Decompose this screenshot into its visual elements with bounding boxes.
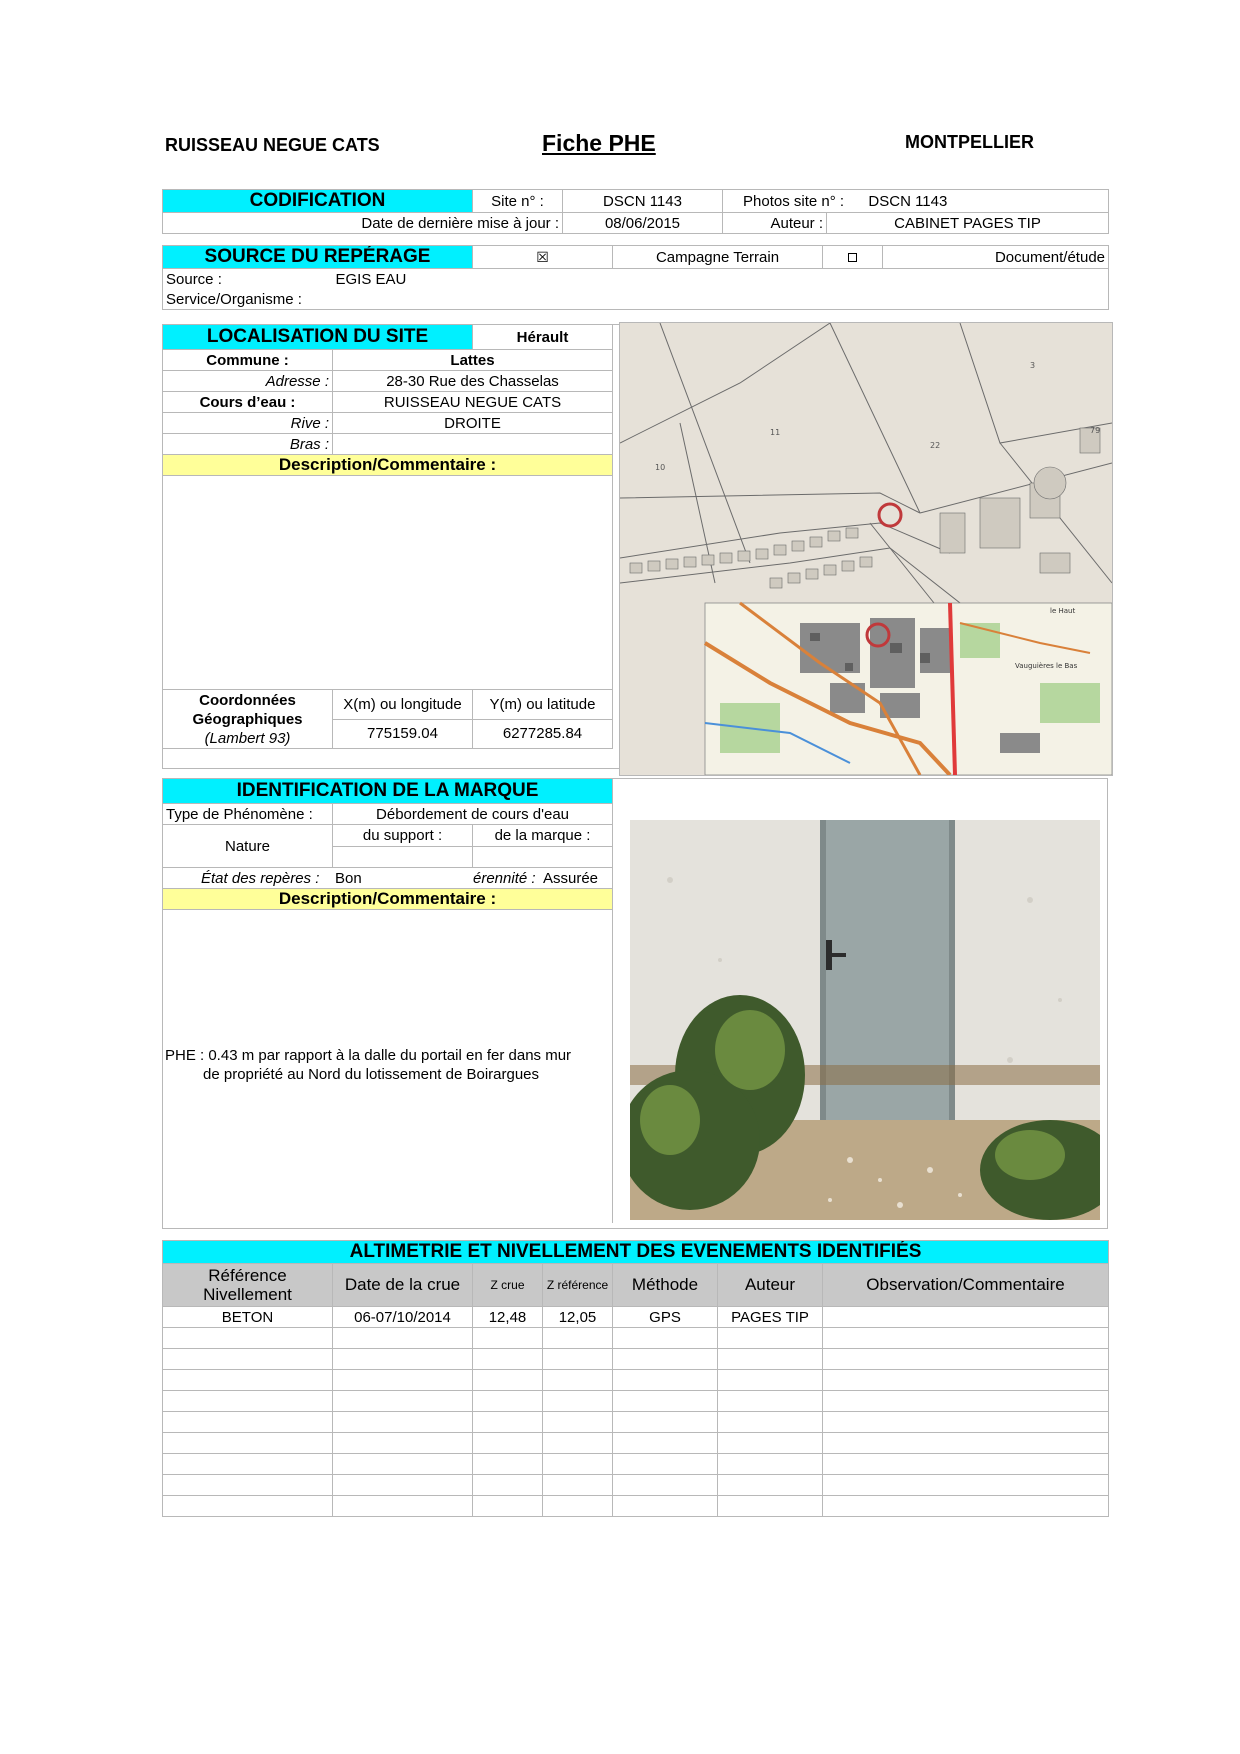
map-label-le-haut: le Haut bbox=[1050, 607, 1076, 615]
site-label: Site n° : bbox=[473, 190, 563, 213]
site-value: DSCN 1143 bbox=[563, 190, 723, 213]
departement-value: Hérault bbox=[473, 325, 613, 350]
commune-value: Lattes bbox=[333, 350, 613, 371]
support-value bbox=[333, 846, 473, 868]
photos-cell bbox=[723, 190, 1109, 213]
y-value: 6277285.84 bbox=[473, 719, 613, 749]
table-row bbox=[163, 1454, 1109, 1475]
col-auteur: Auteur bbox=[718, 1264, 823, 1307]
bras-label: Bras : bbox=[163, 434, 333, 455]
document-label: Document/étude bbox=[883, 246, 1109, 269]
marque-table bbox=[162, 778, 613, 1223]
map-label-10: 10 bbox=[655, 463, 666, 472]
col-methode: Méthode bbox=[613, 1264, 718, 1307]
perennite-value: Assurée bbox=[543, 870, 599, 887]
table-row bbox=[163, 1307, 1109, 1328]
cell-z-crue: 12,48 bbox=[473, 1307, 543, 1328]
codification-table bbox=[162, 189, 1109, 234]
cell-date: 06-07/10/2014 bbox=[333, 1307, 473, 1328]
marque-label: de la marque : bbox=[473, 825, 613, 847]
altimetrie-title: ALTIMETRIE ET NIVELLEMENT DES EVENEMENTS IDENTIFIÉS bbox=[163, 1241, 1109, 1264]
col-observation: Observation/Commentaire bbox=[823, 1264, 1109, 1307]
map-label-vauguieres: Vauguières le Bas bbox=[1015, 662, 1078, 670]
table-row bbox=[163, 1370, 1109, 1391]
auteur-value: CABINET PAGES TIP bbox=[827, 213, 1109, 234]
table-row bbox=[163, 1475, 1109, 1496]
cell-reference: BETON bbox=[163, 1307, 333, 1328]
table-row bbox=[163, 1391, 1109, 1412]
table-row bbox=[163, 1412, 1109, 1433]
date-value: 08/06/2015 bbox=[563, 213, 723, 234]
map-drawing bbox=[620, 323, 1112, 775]
sheet-title: Fiche PHE bbox=[542, 130, 656, 156]
campagne-checkbox[interactable]: ☒ bbox=[473, 246, 613, 269]
coord-label: Coordonnées Géographiques (Lambert 93) bbox=[163, 690, 333, 749]
support-label: du support : bbox=[333, 825, 473, 847]
altimetrie-table bbox=[162, 1240, 1109, 1517]
map-label-11: 11 bbox=[770, 428, 781, 437]
source-title: SOURCE DU REPÉRAGE bbox=[163, 246, 473, 269]
site-photo bbox=[630, 820, 1100, 1220]
campagne-label: Campagne Terrain bbox=[613, 246, 823, 269]
marque-desc-body bbox=[163, 910, 613, 1224]
commune-label: Commune : bbox=[163, 350, 333, 371]
photos-label: Photos site n° : bbox=[743, 192, 845, 210]
col-reference: Référence Nivellement bbox=[163, 1264, 333, 1307]
etat-value: Bon bbox=[335, 870, 362, 887]
etat-label: État des repères : bbox=[201, 870, 320, 887]
cours-value: RUISSEAU NEGUE CATS bbox=[333, 392, 613, 413]
adresse-value: 28-30 Rue des Chasselas bbox=[333, 371, 613, 392]
map-label-22: 22 bbox=[930, 441, 941, 450]
codification-title: CODIFICATION bbox=[163, 190, 473, 213]
service-label: Service/Organisme : bbox=[163, 289, 333, 310]
city-header: MONTPELLIER bbox=[905, 132, 1034, 152]
topo-inset bbox=[705, 603, 1112, 775]
marque-desc-line-2: de propriété au Nord du lotissement de Boirargues bbox=[203, 1066, 540, 1083]
etat-perennite-row bbox=[163, 868, 613, 889]
type-value: Débordement de cours d'eau bbox=[333, 804, 613, 825]
marque-value bbox=[473, 846, 613, 868]
river-name-header: RUISSEAU NEGUE CATS bbox=[165, 135, 380, 155]
rive-value: DROITE bbox=[333, 413, 613, 434]
col-date: Date de la crue bbox=[333, 1264, 473, 1307]
nature-label: Nature bbox=[163, 825, 333, 868]
marque-desc-line-1: PHE : 0.43 m par rapport à la dalle du portail en fer dans mur bbox=[165, 1047, 572, 1064]
source-value: EGIS EAU bbox=[333, 269, 1109, 290]
document-checkbox[interactable] bbox=[823, 246, 883, 269]
cell-auteur: PAGES TIP bbox=[718, 1307, 823, 1328]
x-label: X(m) ou longitude bbox=[333, 690, 473, 720]
location-map bbox=[619, 322, 1113, 776]
cell-observation bbox=[823, 1307, 1109, 1328]
col-z-crue: Z crue bbox=[473, 1264, 543, 1307]
table-row bbox=[163, 1349, 1109, 1370]
cell-methode: GPS bbox=[613, 1307, 718, 1328]
y-label: Y(m) ou latitude bbox=[473, 690, 613, 720]
service-value bbox=[333, 289, 1109, 310]
map-label-3: 3 bbox=[1030, 361, 1036, 370]
rive-label: Rive : bbox=[163, 413, 333, 434]
source-label: Source : bbox=[163, 269, 333, 290]
localisation-table bbox=[162, 324, 613, 749]
x-value: 775159.04 bbox=[333, 719, 473, 749]
col-z-reference: Z référence bbox=[543, 1264, 613, 1307]
map-label-79: 79 bbox=[1090, 426, 1101, 435]
adresse-label: Adresse : bbox=[163, 371, 333, 392]
date-label: Date de dernière mise à jour : bbox=[163, 213, 563, 234]
table-row bbox=[163, 1433, 1109, 1454]
cell-z-reference: 12,05 bbox=[543, 1307, 613, 1328]
type-label: Type de Phénomène : bbox=[163, 804, 333, 825]
bras-value bbox=[333, 434, 613, 455]
photo-drawing bbox=[630, 820, 1100, 1220]
perennite-label: érennité : bbox=[473, 870, 536, 887]
photos-value: DSCN 1143 bbox=[868, 192, 948, 210]
marque-desc-title: Description/Commentaire : bbox=[163, 889, 613, 910]
marque-title: IDENTIFICATION DE LA MARQUE bbox=[163, 779, 613, 804]
localisation-desc-body bbox=[163, 476, 613, 690]
table-row bbox=[163, 1328, 1109, 1349]
localisation-desc-title: Description/Commentaire : bbox=[163, 455, 613, 476]
table-row bbox=[163, 1496, 1109, 1517]
localisation-title: LOCALISATION DU SITE bbox=[163, 325, 473, 350]
auteur-label: Auteur : bbox=[723, 213, 827, 234]
cours-label: Cours d’eau : bbox=[163, 392, 333, 413]
source-table bbox=[162, 245, 1109, 310]
